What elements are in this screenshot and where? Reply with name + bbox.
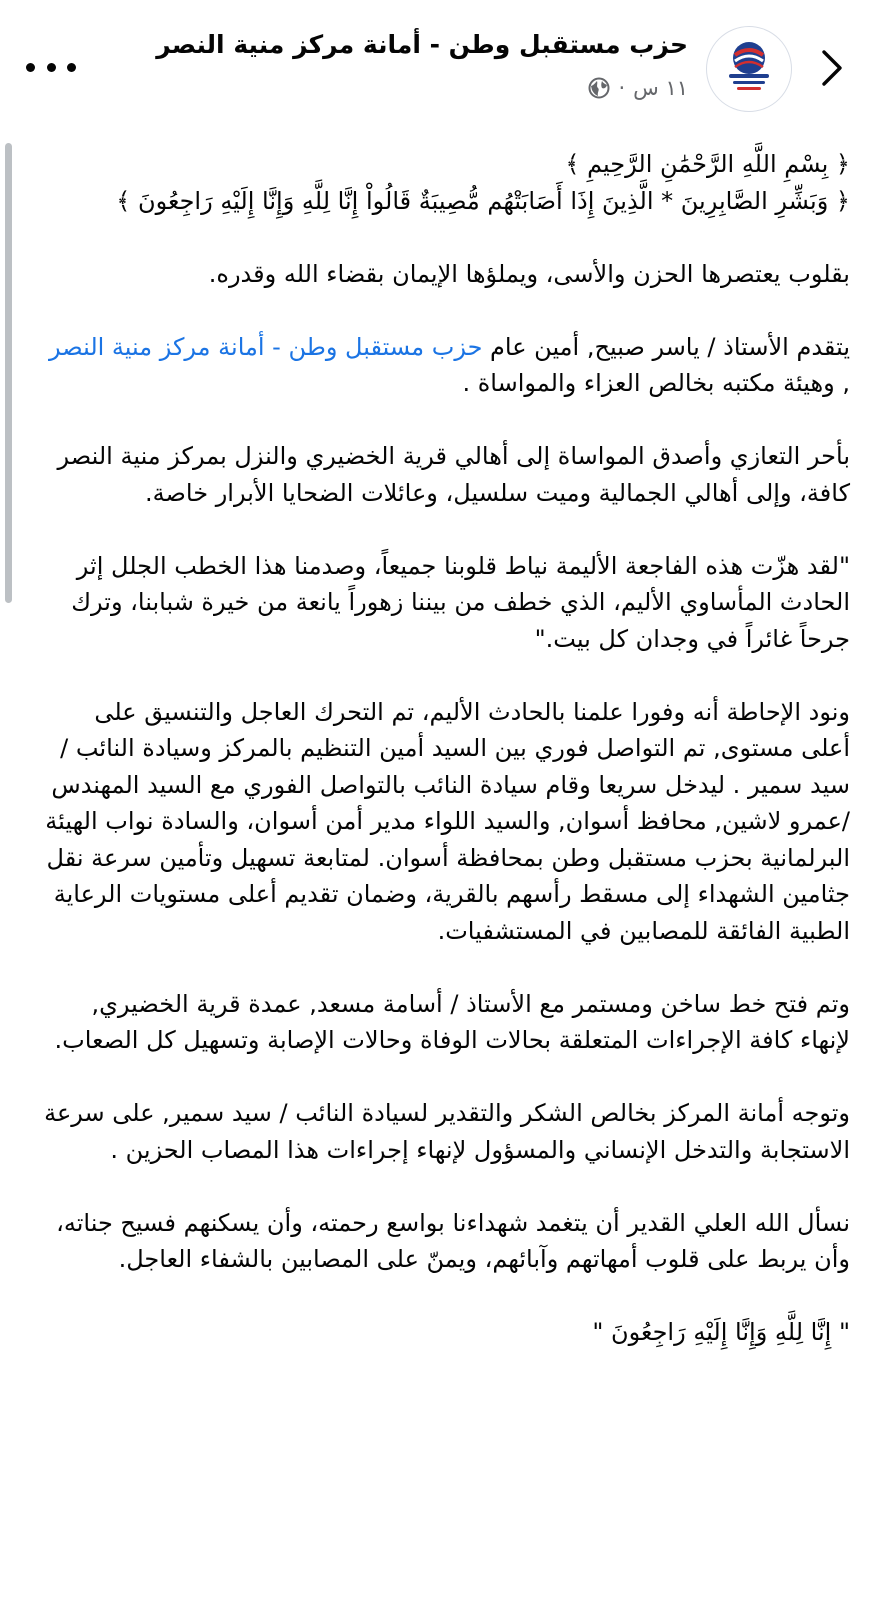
page-mention-link[interactable]: حزب مستقبل وطن - أمانة مركز منية النصر [49, 332, 483, 361]
page-name[interactable]: حزب مستقبل وطن - أمانة مركز منية النصر [156, 30, 688, 59]
party-logo-icon [707, 27, 791, 111]
paragraph-coordination: ونود الإحاطة أنه وفورا علمنا بالحادث الأليم، تم التحرك العاجل والتنسيق على أعلى مستوى, تم التواصل فوري بين السيد أمين التنظيم بالمركز وسيادة النائب / سيد سمير . ليدخل سريعا وقام سيادة النائب بالتواصل الفوري مع السيد المهندس /عمرو لاشين, محافظ أسوان, والسيد اللواء مدير أمن أسوان، والسادة نواب الهيئة البرلمانية بحزب مستقبل وطن بمحافظة أسوان. لمتابعة تسهيل وتأمين سرعة نقل جثامين الشهداء إلى مسقط رأسهم بالقرية، وضمان تقديم أعلى مستويات الرعاية الطبية الفائقة للمصابين في المستشفيات. [45, 697, 850, 945]
more-options-button[interactable] [26, 50, 76, 84]
page-avatar[interactable] [706, 26, 792, 112]
verse-basmala: ﴿ بِسْمِ اللَّهِ الرَّحْمَٰنِ الرَّحِيمِ ﴾ [565, 150, 850, 178]
paragraph-text: يتقدم الأستاذ / ياسر صبيح, أمين عام [482, 332, 850, 361]
paragraph-villages: بأحر التعازي وأصدق المواساة إلى أهالي قرية الخضيري والنزل بمركز منية النصر كافة، وإلى أهالي الجمالية وميت سلسيل، وعائلات الضحايا الأبرار خاصة. [57, 442, 850, 507]
verse-quran: ﴿ وَبَشِّرِ الصَّابِرِينَ * الَّذِينَ إِذَا أَصَابَتْهُم مُّصِيبَةٌ قَالُواْ إِنَّا لِلَّهِ وَإِنَّا إِلَيْهِ رَاجِعُونَ ﴾ [116, 186, 850, 215]
paragraph-hotline: وتم فتح خط ساخن ومستمر مع الأستاذ / أسامة مسعد, عمدة قرية الخضيري, لإنهاء كافة الإجراءات المتعلقة بحالات الوفاة وحالات الإصابة وتسهيل كل الصعاب. [54, 989, 850, 1054]
paragraph-thanks: وتوجه أمانة المركز بخالص الشكر والتقدير لسيادة النائب / سيد سمير, على سرعة الاستجابة والتدخل الإنساني والمسؤول لإنهاء إجراءات هذا المصاب الحزين . [44, 1099, 850, 1164]
paragraph-prayer: نسأل الله العلي القدير أن يتغمد شهداءنا بواسع رحمته، وأن يسكنهم فسيح جناته، وأن يربط على قلوب أمهاتهم وآبائهم، ويمنّ على المصابين بالشفاء العاجل. [56, 1208, 850, 1273]
back-button[interactable] [812, 44, 852, 92]
more-dot [47, 63, 56, 72]
more-dot [67, 63, 76, 72]
chevron-right-icon [820, 48, 844, 88]
meta-separator: · [618, 76, 626, 100]
globe-icon[interactable] [588, 77, 610, 99]
paragraph-text: , وهيئة مكتبه بخالص العزاء والمواساة . [462, 369, 850, 397]
post-body [40, 146, 850, 1387]
paragraph-condolence [40, 329, 850, 402]
post-time[interactable]: ١١ س [633, 76, 688, 100]
scrollbar[interactable] [5, 143, 12, 603]
paragraph-quote: "لقد هزّت هذه الفاجعة الأليمة نياط قلوبنا جميعاً، وصدمنا هذا الخطب الجلل إثر الحادث المأساوي الأليم، الذي خطف من بيننا زهوراً يانعة من خيرة شبابنا، وترك جرحاً غائراً في وجدان كل بيت." [71, 551, 850, 653]
post-meta [588, 76, 688, 100]
more-dot [26, 63, 35, 72]
paragraph-intro: بقلوب يعتصرها الحزن والأسى، ويملؤها الإيمان بقضاء الله وقدره. [208, 259, 850, 288]
post-header [0, 0, 894, 135]
paragraph-closing-verse: " إِنَّا لِلَّهِ وَإِنَّا إِلَيْهِ رَاجِعُونَ " [592, 1318, 850, 1346]
